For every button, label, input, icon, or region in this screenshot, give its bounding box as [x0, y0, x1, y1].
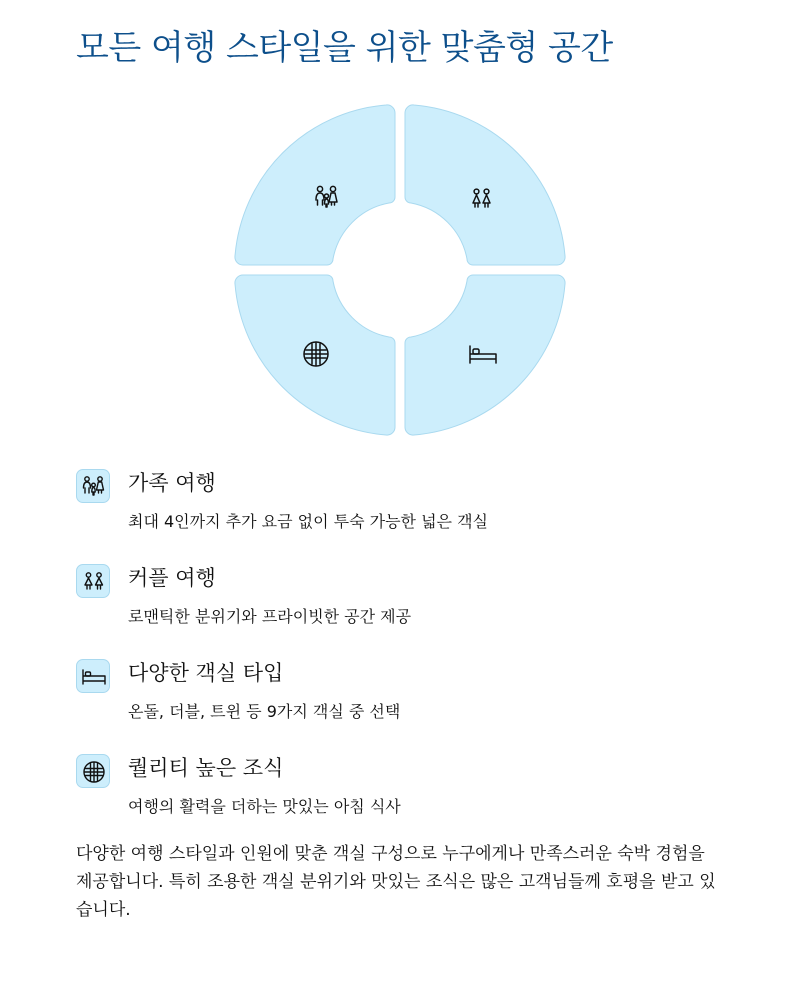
feature-description: 온돌, 더블, 트윈 등 9가지 객실 중 선택	[128, 702, 401, 721]
feature-description: 여행의 활력을 더하는 맛있는 아침 식사	[128, 797, 401, 816]
feature-item-couple	[76, 558, 736, 653]
summary-paragraph: 다양한 여행 스타일과 인원에 맞춘 객실 구성으로 누구에게나 만족스러운 숙박 경험을 제공합니다. 특히 조용한 객실 분위기와 맛있는 조식은 많은 고객님들께 호평을 받고 있습니다.	[76, 844, 716, 920]
feature-list	[76, 463, 736, 843]
feature-title: 커플 여행	[128, 566, 216, 590]
feature-title: 퀄리티 높은 조식	[128, 756, 284, 780]
feature-item-breakfast	[76, 748, 736, 843]
ring-segment-bottom-left	[235, 275, 395, 435]
couple-icon	[76, 564, 110, 598]
feature-description: 로맨틱한 분위기와 프라이빗한 공간 제공	[128, 607, 412, 626]
page-title: 모든 여행 스타일을 위한 맞춤형 공간	[76, 28, 613, 68]
travel-style-ring-diagram	[230, 100, 570, 440]
ring-segment-top-right	[405, 105, 565, 265]
ring-segment-bottom-right	[405, 275, 565, 435]
dining-icon	[76, 754, 110, 788]
feature-item-family	[76, 463, 736, 558]
family-icon	[76, 469, 110, 503]
feature-description: 최대 4인까지 추가 요금 없이 투숙 가능한 넓은 객실	[128, 512, 488, 531]
feature-item-room-types	[76, 653, 736, 748]
bed-icon	[76, 659, 110, 693]
ring-segment-top-left	[235, 105, 395, 265]
feature-title: 가족 여행	[128, 471, 216, 495]
dining-icon	[304, 342, 328, 366]
feature-title: 다양한 객실 타입	[128, 661, 284, 685]
